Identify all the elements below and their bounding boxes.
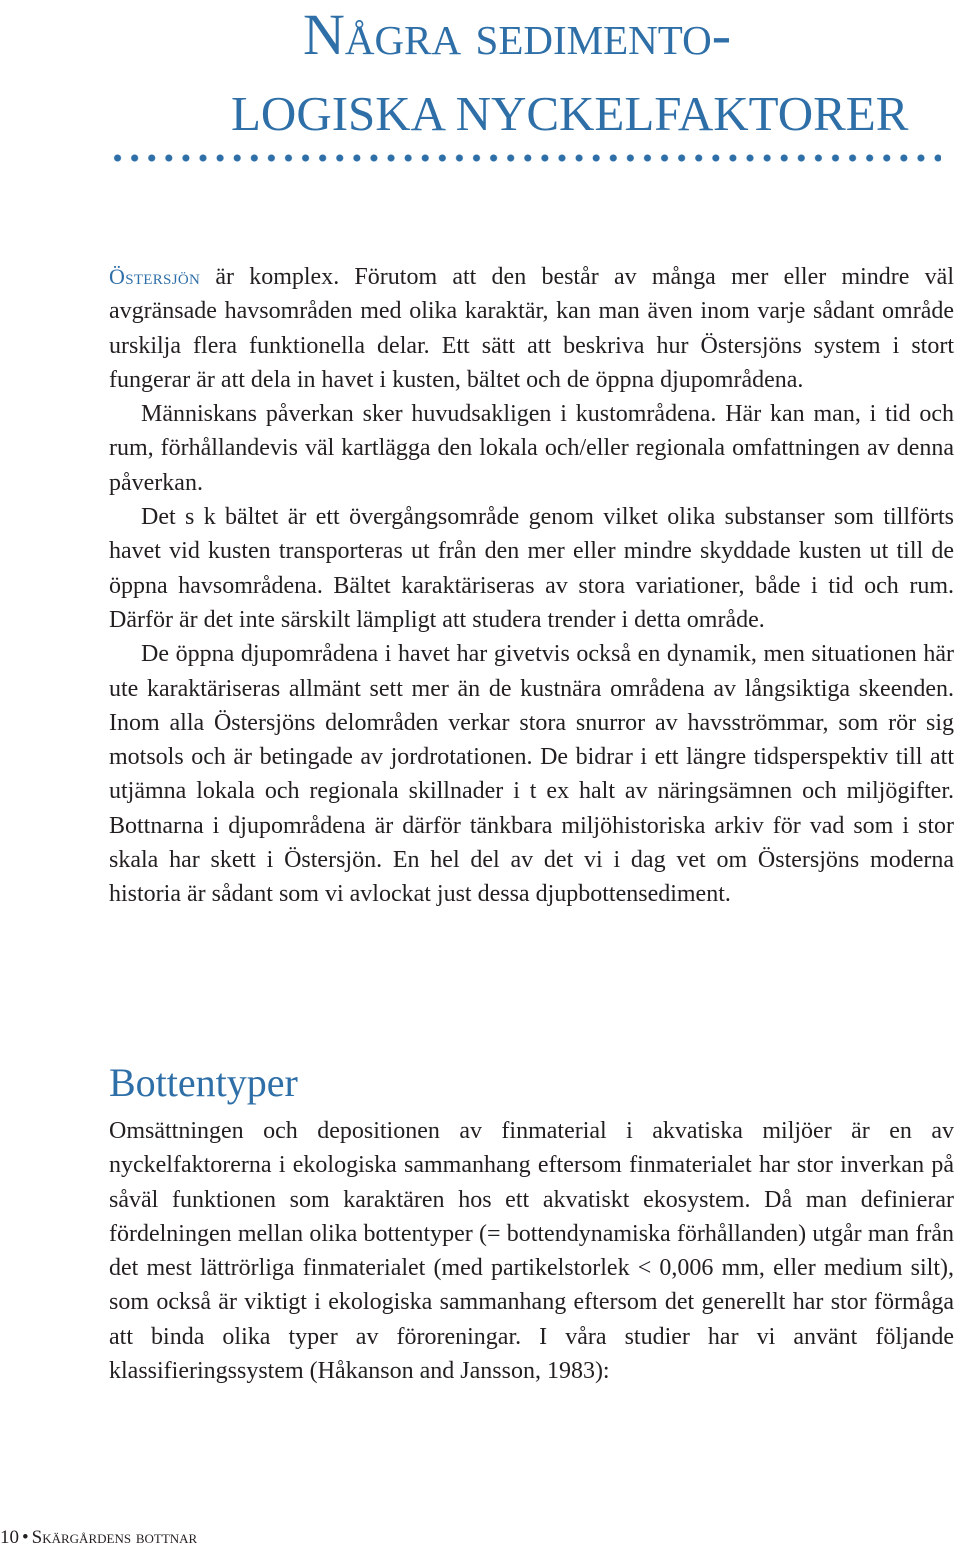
footer-bullet: •	[22, 1527, 29, 1548]
title-line-1: Några sedimento-	[303, 2, 732, 67]
section-heading-bottentyper: Bottentyper	[109, 1060, 298, 1105]
bottentyper-section	[109, 1114, 954, 1388]
page-footer	[0, 1526, 197, 1550]
paragraph-3: Det s k bältet är ett övergångsområde genom vilket olika substanser som tillförts havet vid kusten transporteras ut från den mer eller mindre skyddade kusten ut till de öppna havsområdena. Bältet karaktäriseras av stora variationer, både i tid och rum. Därför är det inte särskilt lämpligt att studera trender i detta område.	[109, 504, 954, 633]
page-number: 10	[0, 1527, 19, 1548]
paragraph-5: Omsättningen och depositionen av finmaterial i akvatiska miljöer är en av nyckelfaktorerna i ekologiska sammanhang eftersom finmaterialet har stor inverkan på såväl funktionen som karaktären hos ett akvatiskt ekosystem. Då man definierar fördelningen mellan olika bottentyper (= bottendynamiska förhållanden) utgår man från det mest lättrörliga finmaterialet (med partikelstorlek < 0,006 mm, eller medium silt), som också är viktigt i ekologiska sammanhang eftersom det generellt har stor förmåga att binda olika typer av föroreningar. I våra studier har vi använt följande klassifieringssystem (Håkanson and Jansson, 1983):	[109, 1118, 954, 1385]
paragraph-1	[109, 260, 954, 397]
publication-title: Skärgårdens bottnar	[31, 1527, 198, 1548]
title-line-2: LOGISKA NYCKELFAKTORER	[231, 86, 909, 141]
paragraph-4: De öppna djupområdena i havet har givetvis också en dynamik, men situationen här ute karaktäriseras allmänt sett mer än de kustnära områdena av långsiktiga skeenden. Inom alla Östersjöns delområden verkar stora snurror av havsströmmar, som rör sig motsols och är betingade av jordrotationen. De bidrar i ett längre tidsperspektiv till att utjämna lokala och regionala skillnader i t ex halt av näringsämnen och miljögifter. Bottnarna i djupområdena är därför tänkbara miljöhistoriska arkiv för vad som i stor skala har skett i Östersjön. En hel del av det vi i dag vet om Östersjöns moderna historia är sådant som vi avlockat just dessa djupbottensediment.	[109, 641, 954, 908]
paragraph-1-text: är komplex. Förutom att den består av många mer eller mindre väl avgränsade havsområden med olika karaktär, kan man även inom varje sådant område urskilja flera funktionella delar. Ett sätt att beskriva hur Östersjöns system i stort fungerar är att dela in havet i kusten, bältet och de öppna djupområdena.	[109, 264, 954, 393]
lead-word: Östersjön	[109, 264, 201, 289]
intro-section	[109, 260, 954, 912]
dotted-divider	[109, 152, 941, 164]
paragraph-2: Människans påverkan sker huvudsakligen i kustområdena. Här kan man, i tid och rum, förhållandevis väl kartlägga den lokala och/eller regionala omfattningen av denna påverkan.	[109, 401, 954, 496]
